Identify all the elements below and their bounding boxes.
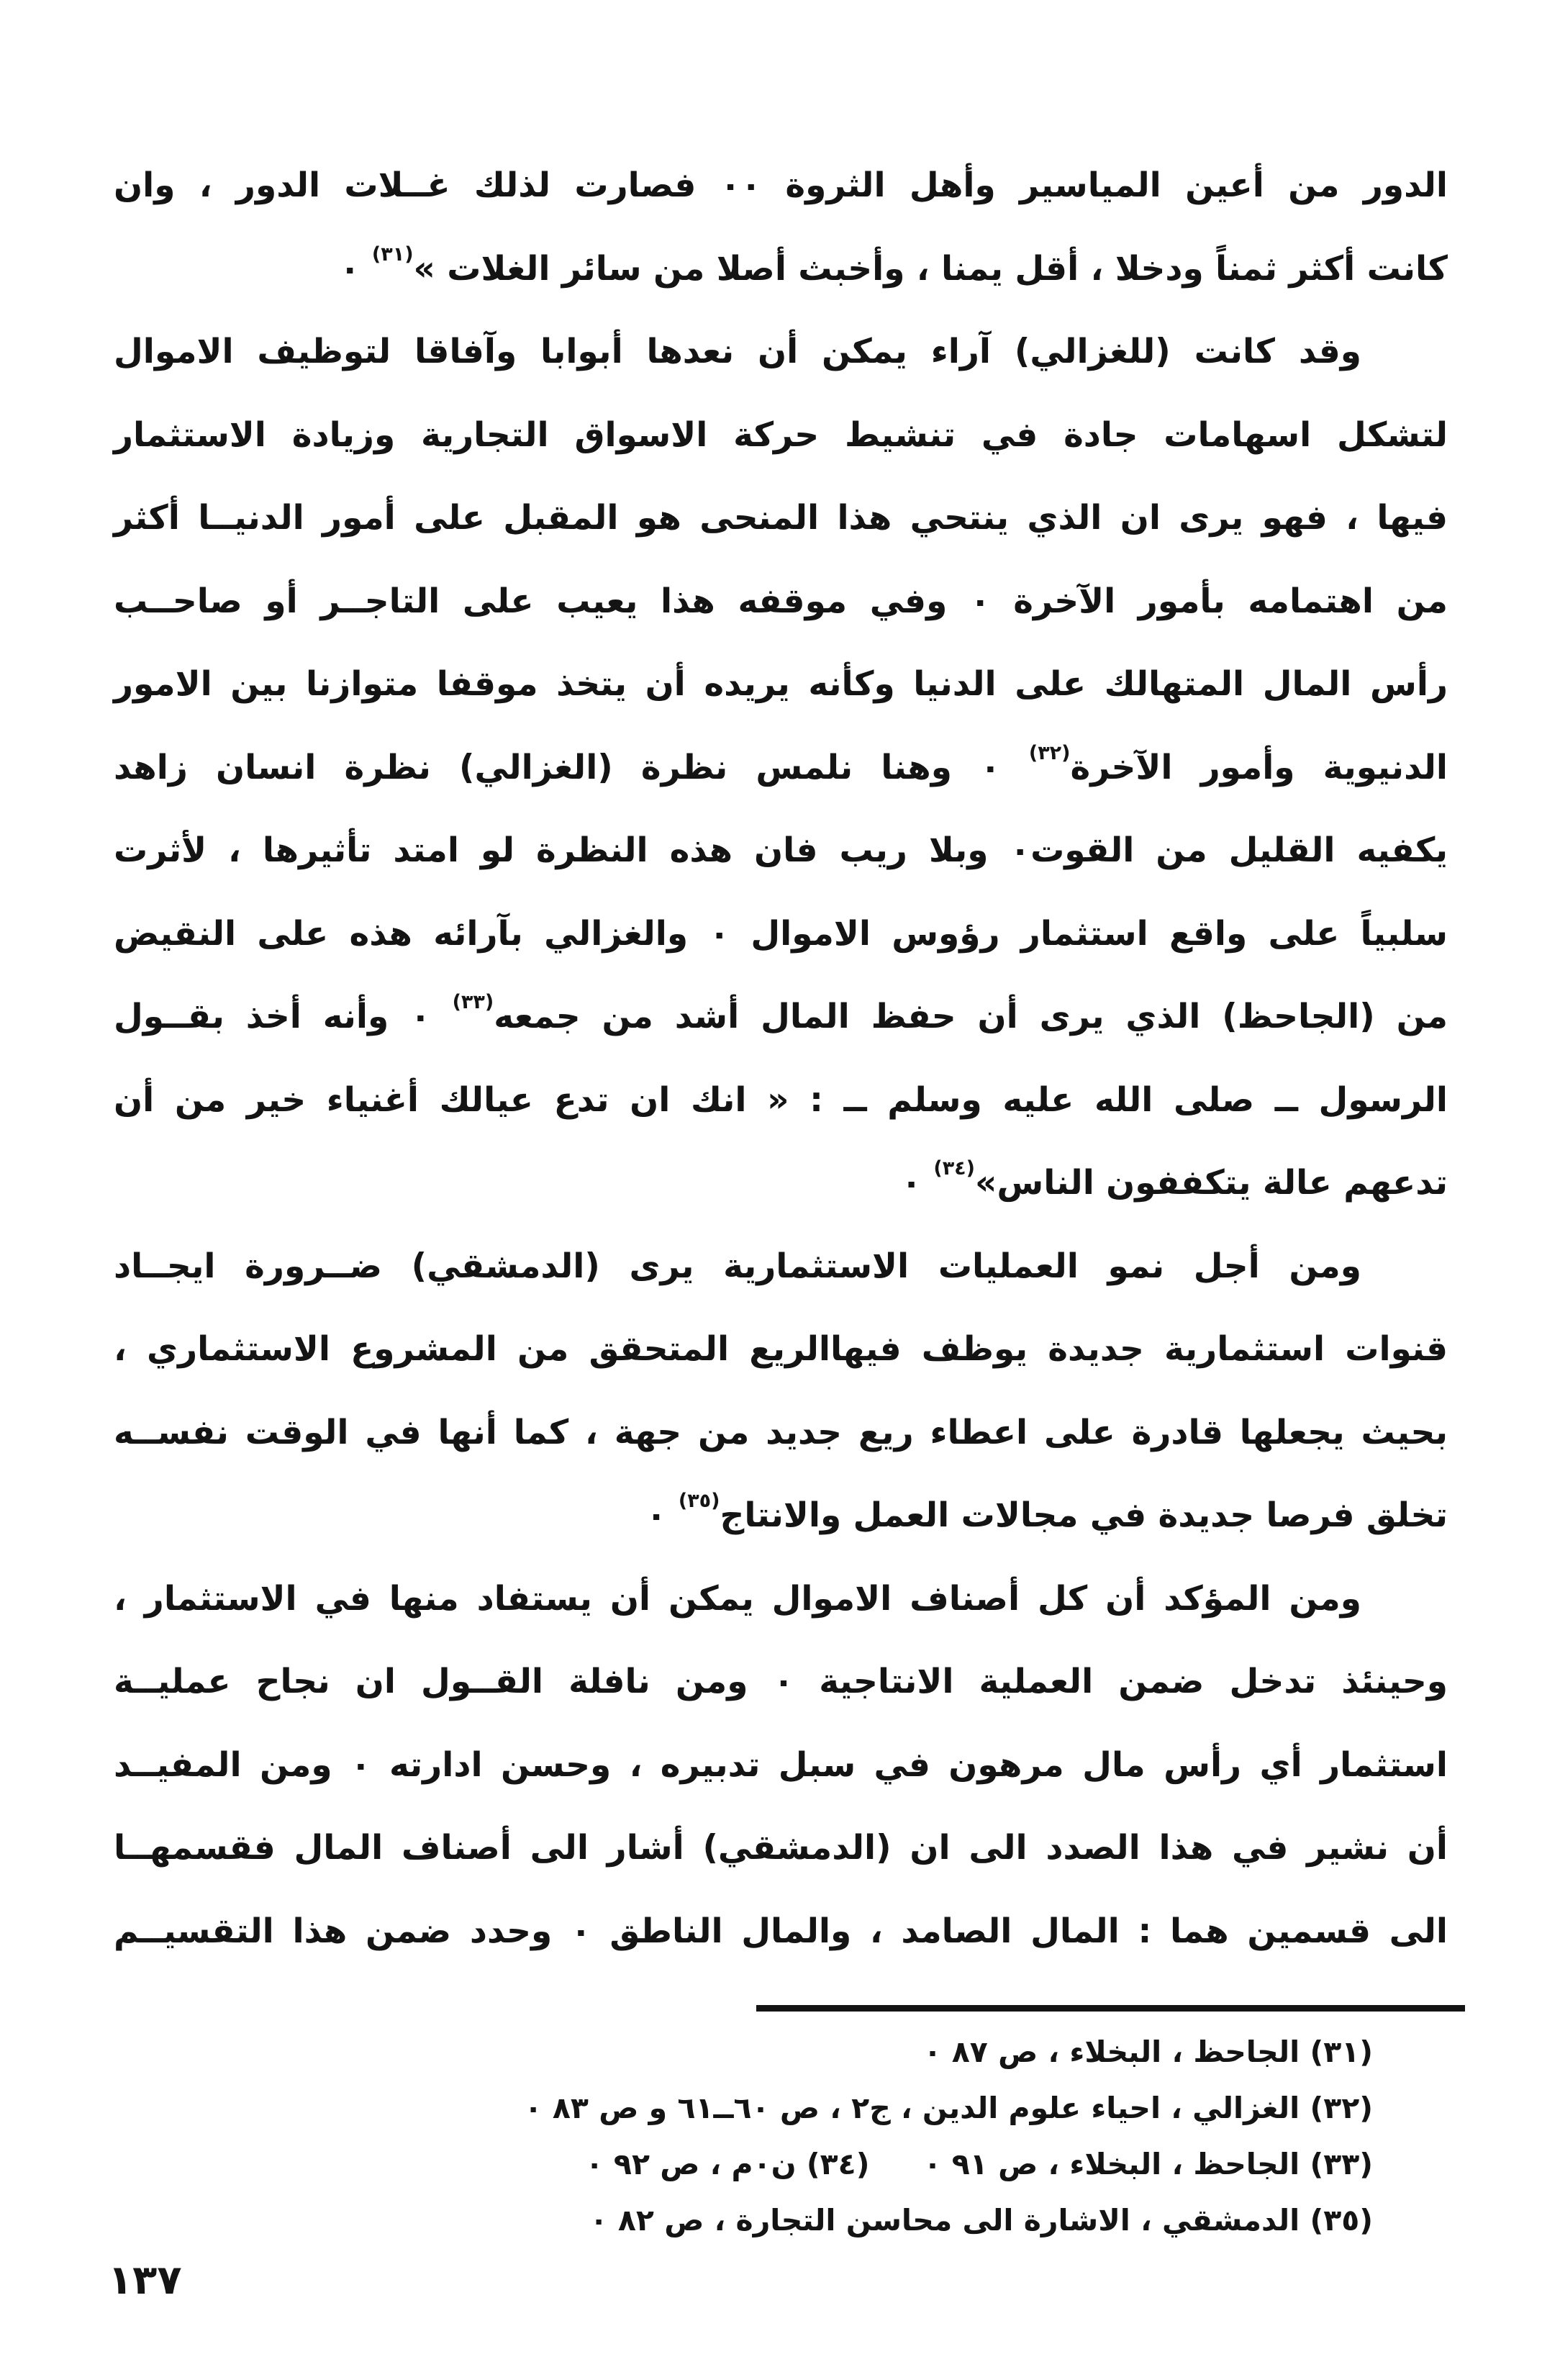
text-segment: ٠	[901, 1163, 934, 1203]
body-line	[114, 1391, 1448, 1475]
text-segment: (٣٤) ن٠م ، ص ٩٢ ٠	[585, 2147, 870, 2181]
text-segment: تخلق فرصا جديدة في مجالات العمل والانتاج	[720, 1496, 1448, 1535]
body-line	[114, 227, 1448, 311]
text-segment: الرسول ــ صلى الله عليه وسلم ــ : « انك ان تدع عيالك أغنياء خير من أن	[114, 1080, 1448, 1120]
body-text	[114, 144, 1448, 1973]
body-line	[114, 975, 1448, 1059]
body-line	[114, 726, 1448, 810]
text-segment: تدعهم عالة يتكففون الناس»	[975, 1163, 1448, 1203]
text-segment: ومن المؤكد أن كل أصناف الاموال يمكن أن يستفاد منها في الاستثمار ،	[114, 1578, 1361, 1619]
text-segment: (٣١) الجاحظ ، البخلاء ، ص ٨٧ ٠	[923, 2035, 1373, 2069]
page-number: ١٣٧	[108, 2257, 182, 2304]
body-line	[114, 310, 1448, 394]
body-line	[114, 476, 1448, 560]
body-line	[114, 1890, 1448, 1973]
body-line	[114, 1557, 1448, 1641]
text-segment: ٠ وهنا نلمس نظرة (الغزالي) نظرة انسان زاهد	[114, 747, 1029, 787]
footnote-ref: (٣١)	[371, 243, 414, 266]
body-line	[114, 892, 1448, 976]
body-line	[114, 1059, 1448, 1142]
text-segment: الدور من أعين المياسير وأهل الثروة ٠٠ فصارت لذلك غــلات الدور ، وان	[114, 166, 1448, 205]
body-line	[114, 1308, 1448, 1391]
body-line	[114, 1806, 1448, 1890]
text-segment: سلبياً على واقع استثمار رؤوس الاموال ٠ والغزالي بآرائه هذه على النقيض	[114, 913, 1448, 954]
body-line	[114, 1640, 1448, 1724]
footnote-separator	[756, 2005, 1465, 2012]
text-segment: ومن أجل نمو العمليات الاستثمارية يرى (الدمشقي) ضــرورة ايجــاد	[114, 1246, 1361, 1286]
body-line	[114, 144, 1448, 227]
text-segment: قنوات استثمارية جديدة يوظف فيهاالريع المتحقق من المشروع الاستثماري ،	[114, 1329, 1448, 1369]
body-line	[114, 1141, 1448, 1225]
body-line	[114, 560, 1448, 643]
footnote-ref: (٣٥)	[678, 1490, 720, 1512]
text-segment: من (الجاحظ) الذي يرى أن حفظ المال أشد من جمعه	[494, 997, 1448, 1036]
footnote-ref: (٣٣)	[452, 991, 494, 1013]
text-segment: يكفيه القليل من القوت٠ وبلا ريب فان هذه النظرة لو امتد تأثيرها ، لأثرت	[114, 831, 1448, 870]
text-segment: وقد كانت (للغزالي) آراء يمكن أن نعدها أبوابا وآفاقا لتوظيف الاموال	[114, 332, 1361, 371]
text-segment: أن نشير في هذا الصدد الى ان (الدمشقي) أشار الى أصناف المال فقسمهــا	[114, 1828, 1448, 1868]
text-segment: ٠	[339, 248, 372, 289]
text-segment: ٠ وأنه أخذ بقــول	[114, 997, 453, 1036]
body-line	[114, 809, 1448, 892]
text-segment: بحيث يجعلها قادرة على اعطاء ريع جديد من جهة ، كما أنها في الوقت نفســه	[114, 1412, 1448, 1452]
footnotes	[173, 2024, 1373, 2248]
text-segment: وحينئذ تدخل ضمن العملية الانتاجية ٠ ومن نافلة القــول ان نجاح عمليــة	[114, 1662, 1448, 1701]
footnote-ref: (٣٢)	[1028, 741, 1071, 764]
body-line	[114, 643, 1448, 726]
footnote-line	[173, 2192, 1373, 2248]
text-segment: استثمار أي رأس مال مرهون في سبل تدبيره ، وحسن ادارته ٠ ومن المفيــد	[114, 1745, 1448, 1785]
footnote-line	[173, 2136, 1373, 2192]
text-segment: لتشكل اسهامات جادة في تنشيط حركة الاسواق التجارية وزيادة الاستثمار	[114, 415, 1448, 455]
body-line	[114, 1474, 1448, 1557]
text-segment: ٠	[645, 1496, 679, 1535]
body-line	[114, 1225, 1448, 1308]
text-segment: الدنيوية وأمور الآخرة	[1070, 747, 1448, 787]
text-segment: كانت أكثر ثمناً ودخلا ، أقل يمنا ، وأخبث أصلا من سائر الغلات »	[413, 248, 1448, 289]
footnote-line	[173, 2080, 1373, 2136]
text-segment: (٣٥) الدمشقي ، الاشارة الى محاسن التجارة ، ص ٨٢ ٠	[589, 2203, 1373, 2238]
body-line	[114, 1724, 1448, 1807]
text-segment: فيها ، فهو يرى ان الذي ينتحي هذا المنحى هو المقبل على أمور الدنيــا أكثر	[114, 498, 1448, 538]
text-segment: الى قسمين هما : المال الصامد ، والمال الناطق ٠ وحدد ضمن هذا التقسيــم	[114, 1911, 1448, 1951]
text-segment: رأس المال المتهالك على الدنيا وكأنه يريده أن يتخذ موقفا متوازنا بين الامور	[114, 664, 1448, 704]
text-segment: من اهتمامه بأمور الآخرة ٠ وفي موقفه هذا يعيب على التاجــر أو صاحــب	[114, 581, 1448, 621]
footnote-line	[173, 2024, 1373, 2080]
body-line	[114, 394, 1448, 477]
text-segment: (٣٣) الجاحظ ، البخلاء ، ص ٩١ ٠	[923, 2147, 1373, 2181]
footnote-ref: (٣٤)	[933, 1157, 975, 1180]
text-segment: (٣٢) الغزالي ، احياء علوم الدين ، ج٢ ، ص ٦٠ــ٦١ و ص ٨٣ ٠	[524, 2091, 1373, 2125]
